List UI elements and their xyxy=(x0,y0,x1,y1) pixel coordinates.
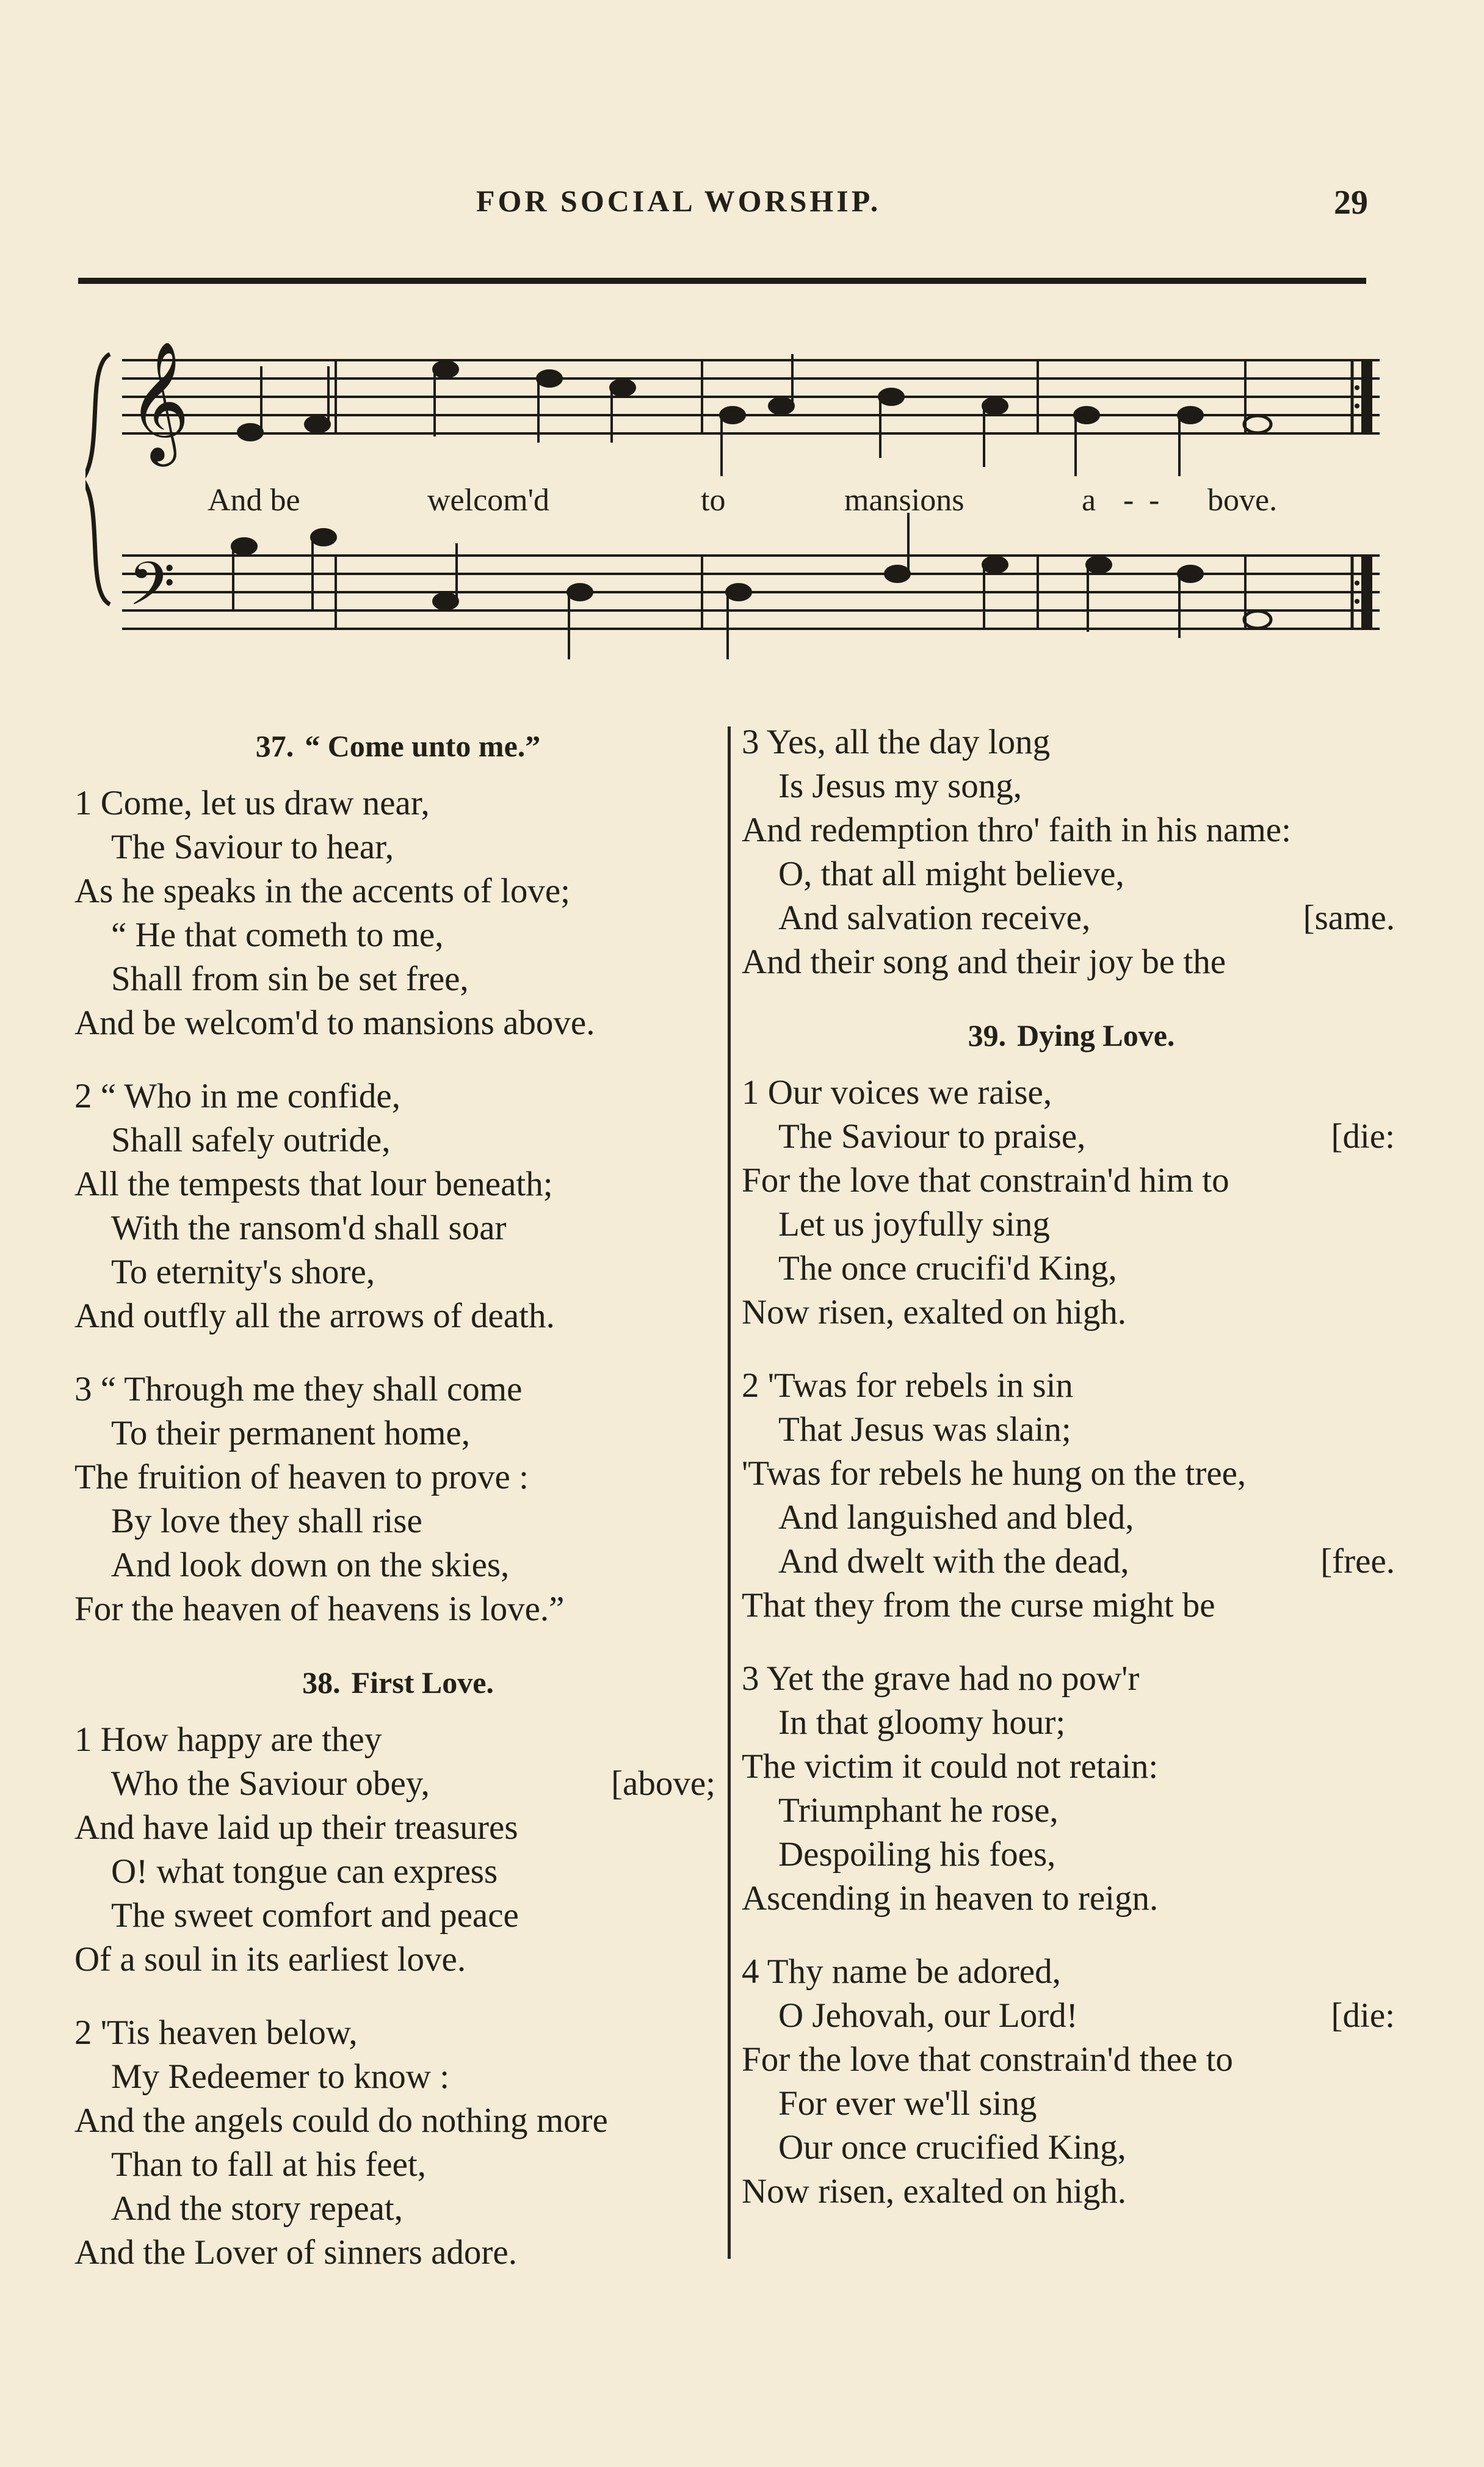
stanza xyxy=(74,1074,722,1338)
verse-text: That Jesus was slain; xyxy=(778,1410,1071,1449)
verse-text: The Saviour to hear, xyxy=(111,828,394,866)
verse-line xyxy=(742,1833,1401,1877)
verse-line xyxy=(742,1745,1401,1789)
verse-line xyxy=(742,2170,1401,2214)
verse-line xyxy=(74,1587,722,1631)
verse-line xyxy=(74,2055,722,2099)
hymn-title xyxy=(742,1013,1401,1057)
verse-text: Our once crucified King, xyxy=(778,2128,1126,2167)
lyric-syllable: welcom'd xyxy=(427,483,549,518)
verse-text: And languished and bled, xyxy=(778,1498,1134,1537)
verse-line xyxy=(742,1540,1401,1584)
verse-text: The once crucifi'd King, xyxy=(778,1249,1117,1288)
stanza xyxy=(742,1071,1401,1335)
verse-line xyxy=(742,2038,1401,2082)
verse-line xyxy=(742,1159,1401,1203)
verse-text: The Saviour to praise, xyxy=(778,1117,1086,1156)
page-header xyxy=(0,183,1484,232)
verse-line xyxy=(74,1250,722,1294)
verse-text: 2 “ Who in me confide, xyxy=(74,1077,400,1115)
verse-line xyxy=(74,1762,722,1806)
verse-runover: [die: xyxy=(1331,1996,1395,2035)
verse-runover: [free. xyxy=(1320,1542,1395,1581)
verse-text: 4 Thy name be adored, xyxy=(742,1952,1061,1991)
verse-text: And the angels could do nothing more xyxy=(74,2101,608,2140)
verse-text: 3 Yes, all the day long xyxy=(742,723,1051,761)
verse-line xyxy=(742,1657,1401,1701)
verse-text: By love they shall rise xyxy=(111,1502,422,1540)
verse-text: 1 Our voices we raise, xyxy=(742,1073,1052,1112)
verse-line xyxy=(74,2099,722,2143)
hymn-number: 37. xyxy=(255,729,294,763)
verse-text: And have laid up their treasures xyxy=(74,1808,518,1847)
verse-line xyxy=(742,940,1401,984)
verse-line xyxy=(742,1071,1401,1115)
verse-runover: [same. xyxy=(1303,899,1395,937)
verse-text: My Redeemer to know : xyxy=(111,2057,450,2096)
verse-line xyxy=(742,1496,1401,1540)
verse-text: And be welcom'd to mansions above. xyxy=(74,1004,595,1042)
verse-line xyxy=(742,1291,1401,1335)
verse-line xyxy=(742,720,1401,764)
verse-text: The sweet comfort and peace xyxy=(111,1896,519,1935)
verse-text: The fruition of heaven to prove : xyxy=(74,1458,529,1496)
verse-line xyxy=(74,1206,722,1250)
verse-text: 2 'Twas for rebels in sin xyxy=(742,1366,1073,1405)
verse-line xyxy=(742,1247,1401,1291)
verse-line xyxy=(74,2187,722,2231)
verse-line xyxy=(74,1074,722,1118)
verse-text: For the love that constrain'd him to xyxy=(742,1161,1229,1200)
verse-line xyxy=(74,825,722,869)
lyric-syllable: mansions xyxy=(844,483,965,518)
verse-line xyxy=(742,2082,1401,2126)
lyric-syllable: a xyxy=(1082,483,1096,518)
music-score xyxy=(85,330,1380,672)
verse-line xyxy=(74,1806,722,1850)
hymn-title xyxy=(74,724,722,768)
lyric-syllable: - xyxy=(1123,483,1134,518)
verse-text: And the story repeat, xyxy=(111,2189,404,2228)
verse-text: That they from the curse might be xyxy=(742,1586,1215,1625)
verse-line xyxy=(74,1543,722,1587)
stanza xyxy=(74,2011,722,2275)
verse-text: And dwelt with the dead, xyxy=(778,1542,1129,1581)
verse-text: Let us joyfully sing xyxy=(778,1205,1050,1244)
verse-line xyxy=(742,1877,1401,1921)
verse-line xyxy=(74,781,722,825)
verse-line xyxy=(742,1408,1401,1452)
verse-text: In that gloomy hour; xyxy=(778,1703,1066,1742)
page-number: 29 xyxy=(1334,184,1368,222)
verse-text: Ascending in heaven to reign. xyxy=(742,1879,1159,1918)
verse-line xyxy=(742,896,1401,940)
verse-text: For ever we'll sing xyxy=(778,2084,1037,2123)
verse-text: To their permanent home, xyxy=(111,1414,470,1452)
verse-line xyxy=(74,1938,722,1982)
verse-line xyxy=(74,1411,722,1455)
verse-line xyxy=(74,1162,722,1206)
stanza xyxy=(742,1950,1401,2214)
verse-line xyxy=(74,913,722,957)
verse-text: 2 'Tis heaven below, xyxy=(74,2013,358,2052)
verse-line xyxy=(74,869,722,913)
verse-text: All the tempests that lour beneath; xyxy=(74,1165,553,1203)
hymn-title-text: First Love. xyxy=(351,1665,494,1700)
verse-line xyxy=(742,1203,1401,1247)
column-divider xyxy=(728,726,731,2259)
verse-text: And their song and their joy be the xyxy=(742,943,1226,981)
verse-line xyxy=(74,1118,722,1162)
hymn-number: 39. xyxy=(968,1018,1007,1052)
verse-line xyxy=(742,808,1401,852)
verse-line xyxy=(74,1294,722,1338)
verse-text: Than to fall at his feet, xyxy=(111,2145,426,2184)
stanza xyxy=(742,1657,1401,1921)
verse-line xyxy=(742,1950,1401,1994)
verse-text: For the heaven of heavens is love.” xyxy=(74,1590,565,1628)
verse-text: O! what tongue can express xyxy=(111,1852,498,1891)
verse-runover: [die: xyxy=(1331,1117,1395,1156)
stanza xyxy=(74,1368,722,1631)
svg-text:𝄞: 𝄞 xyxy=(128,341,190,462)
hymn-number: 38. xyxy=(302,1665,341,1700)
verse-text: And look down on the skies, xyxy=(111,1546,510,1584)
stanza xyxy=(742,1364,1401,1628)
verse-text: Despoiling his foes, xyxy=(778,1835,1056,1874)
verse-line xyxy=(742,1584,1401,1628)
right-column xyxy=(742,720,1401,2243)
verse-text: O Jehovah, our Lord! xyxy=(778,1996,1078,2035)
lyric-syllable: to xyxy=(701,483,726,518)
verse-line xyxy=(742,1701,1401,1745)
verse-line xyxy=(742,764,1401,808)
svg-text:𝄢: 𝄢 xyxy=(128,549,176,634)
verse-line xyxy=(74,1850,722,1894)
verse-text: To eternity's shore, xyxy=(111,1253,375,1291)
verse-line xyxy=(742,1115,1401,1159)
verse-text: 1 How happy are they xyxy=(74,1720,382,1759)
verse-line xyxy=(74,1499,722,1543)
verse-line xyxy=(742,1452,1401,1496)
header-rule xyxy=(78,278,1366,284)
verse-line xyxy=(742,2126,1401,2170)
hymn-title xyxy=(74,1661,722,1704)
verse-text: 3 Yet the grave had no pow'r xyxy=(742,1659,1140,1698)
hymn-block xyxy=(74,1661,722,2275)
verse-text: O, that all might believe, xyxy=(778,855,1124,893)
verse-text: “ He that cometh to me, xyxy=(111,916,444,954)
verse-line xyxy=(74,1368,722,1411)
verse-text: And redemption thro' faith in his name: xyxy=(742,811,1291,849)
stanza xyxy=(74,781,722,1045)
verse-text: 'Twas for rebels he hung on the tree, xyxy=(742,1454,1247,1493)
verse-text: With the ransom'd shall soar xyxy=(111,1209,507,1247)
verse-text: The victim it could not retain: xyxy=(742,1747,1159,1786)
verse-text: And outfly all the arrows of death. xyxy=(74,1297,555,1335)
verse-text: Is Jesus my song, xyxy=(778,767,1023,805)
left-column xyxy=(74,720,722,2304)
hymn-block xyxy=(742,1013,1401,2214)
stanza xyxy=(742,720,1401,984)
hymn-block xyxy=(74,724,722,1631)
verse-line xyxy=(742,852,1401,896)
verse-text: And salvation receive, xyxy=(778,899,1091,937)
hymn-title-text: Dying Love. xyxy=(1017,1018,1175,1052)
verse-text: And the Lover of sinners adore. xyxy=(74,2233,517,2272)
verse-line xyxy=(742,1994,1401,2038)
verse-line xyxy=(74,1718,722,1762)
verse-line xyxy=(74,1455,722,1499)
verse-line xyxy=(742,1364,1401,1408)
running-head: FOR SOCIAL WORSHIP. xyxy=(476,184,881,218)
verse-text: Triumphant he rose, xyxy=(778,1791,1059,1830)
lyric-syllable: And be xyxy=(208,483,300,518)
verse-line xyxy=(742,1789,1401,1833)
verse-text: 3 “ Through me they shall come xyxy=(74,1370,523,1408)
verse-text: Now risen, exalted on high. xyxy=(742,2172,1127,2211)
verse-text: As he speaks in the accents of love; xyxy=(74,872,570,910)
verse-line xyxy=(74,957,722,1001)
verse-text: Shall safely outride, xyxy=(111,1121,391,1159)
verse-text: Who the Saviour obey, xyxy=(111,1764,430,1803)
verse-runover: [above; xyxy=(611,1764,715,1803)
lyric-syllable: - xyxy=(1149,483,1160,518)
verse-text: For the love that constrain'd thee to xyxy=(742,2040,1233,2079)
verse-line xyxy=(74,1894,722,1938)
verse-line xyxy=(74,2143,722,2187)
verse-line xyxy=(74,1001,722,1045)
verse-text: 1 Come, let us draw near, xyxy=(74,784,430,822)
hymn-title-text: “ Come unto me.” xyxy=(305,729,541,763)
verse-text: Now risen, exalted on high. xyxy=(742,1293,1127,1331)
stanza xyxy=(74,1718,722,1982)
verse-line xyxy=(74,2231,722,2275)
verse-text: Of a soul in its earliest love. xyxy=(74,1940,466,1979)
lyric-syllable: bove. xyxy=(1207,483,1278,518)
hymn-block xyxy=(742,720,1401,984)
verse-line xyxy=(74,2011,722,2055)
verse-text: Shall from sin be set free, xyxy=(111,960,469,998)
